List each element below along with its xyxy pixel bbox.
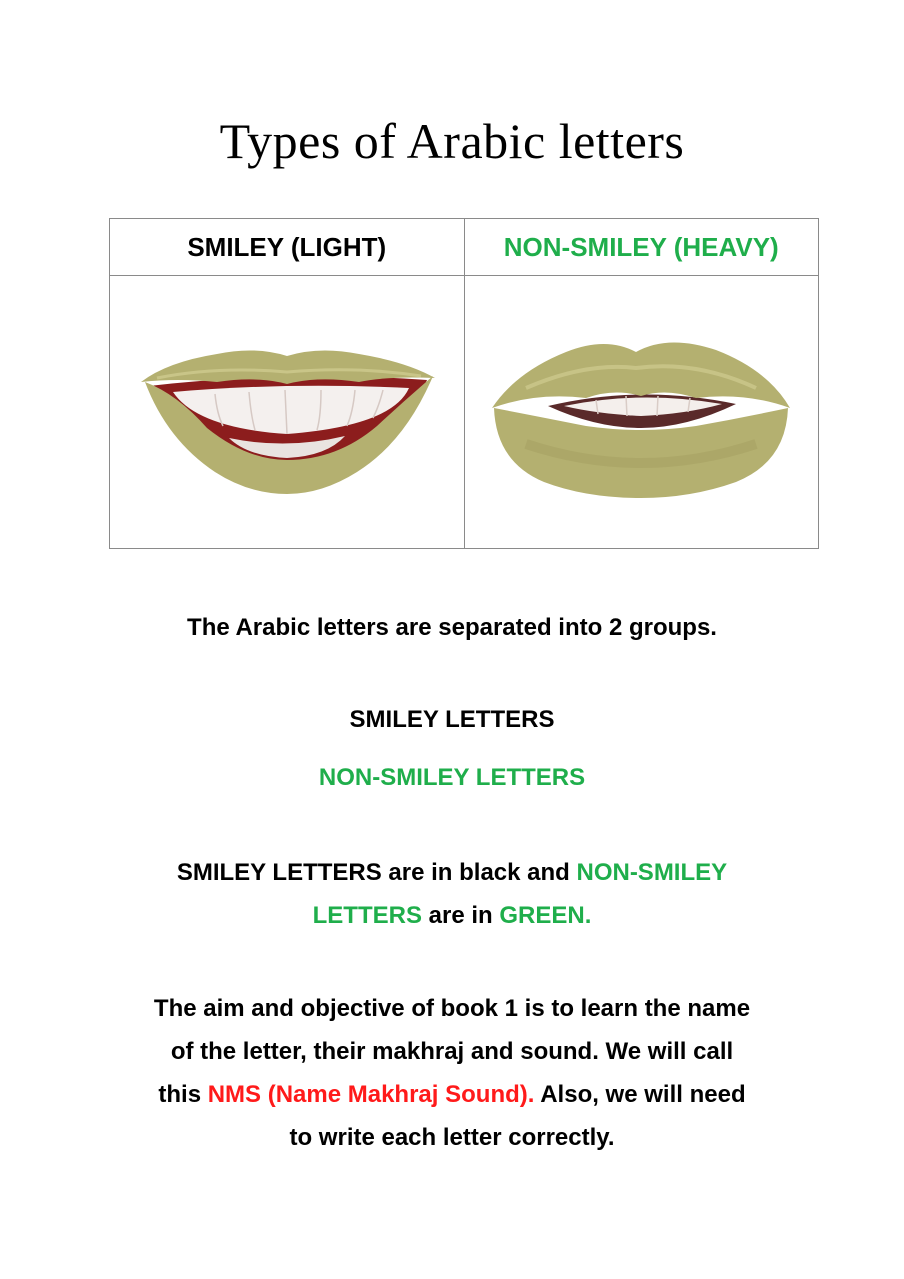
page-title: Types of Arabic letters bbox=[219, 113, 685, 169]
color-note-green-text-2: LETTERS bbox=[312, 902, 422, 929]
header-smiley: SMILEY (LIGHT) bbox=[110, 219, 465, 276]
table-header-row bbox=[110, 219, 819, 276]
color-note-line-1 bbox=[0, 851, 904, 894]
closed-lips-icon bbox=[486, 322, 796, 502]
color-note-green-word: GREEN. bbox=[499, 902, 592, 929]
group-smiley-label: SMILEY LETTERS bbox=[349, 706, 555, 733]
color-note-are-in: are in bbox=[421, 902, 500, 929]
color-note bbox=[0, 851, 904, 937]
letter-types-table bbox=[109, 218, 819, 549]
aim-line-2: of the letter, their makhraj and sound. We will call bbox=[170, 1038, 734, 1065]
color-note-black-text: SMILEY LETTERS are in black and bbox=[176, 859, 577, 886]
aim-paragraph bbox=[0, 987, 904, 1159]
aim-line-4: to write each letter correctly. bbox=[289, 1124, 615, 1151]
smiley-image-cell bbox=[110, 276, 465, 549]
color-note-green-text-1: NON-SMILEY bbox=[576, 859, 728, 886]
smiling-lips-icon bbox=[137, 322, 437, 502]
table-row bbox=[110, 276, 819, 549]
non-smiley-image-cell bbox=[464, 276, 819, 549]
header-non-smiley: NON-SMILEY (HEAVY) bbox=[464, 219, 819, 276]
aim-line-1: The aim and objective of book 1 is to learn the name bbox=[153, 995, 751, 1022]
group-non-smiley-label: NON-SMILEY LETTERS bbox=[318, 764, 586, 791]
aim-line-3 bbox=[0, 1073, 904, 1116]
intro-text: The Arabic letters are separated into 2 groups. bbox=[187, 614, 717, 641]
aim-line-3-post: Also, we will need bbox=[534, 1081, 746, 1108]
color-note-line-2 bbox=[0, 894, 904, 937]
nms-highlight: NMS (Name Makhraj Sound). bbox=[207, 1081, 535, 1108]
aim-line-3-pre: this bbox=[158, 1081, 208, 1108]
